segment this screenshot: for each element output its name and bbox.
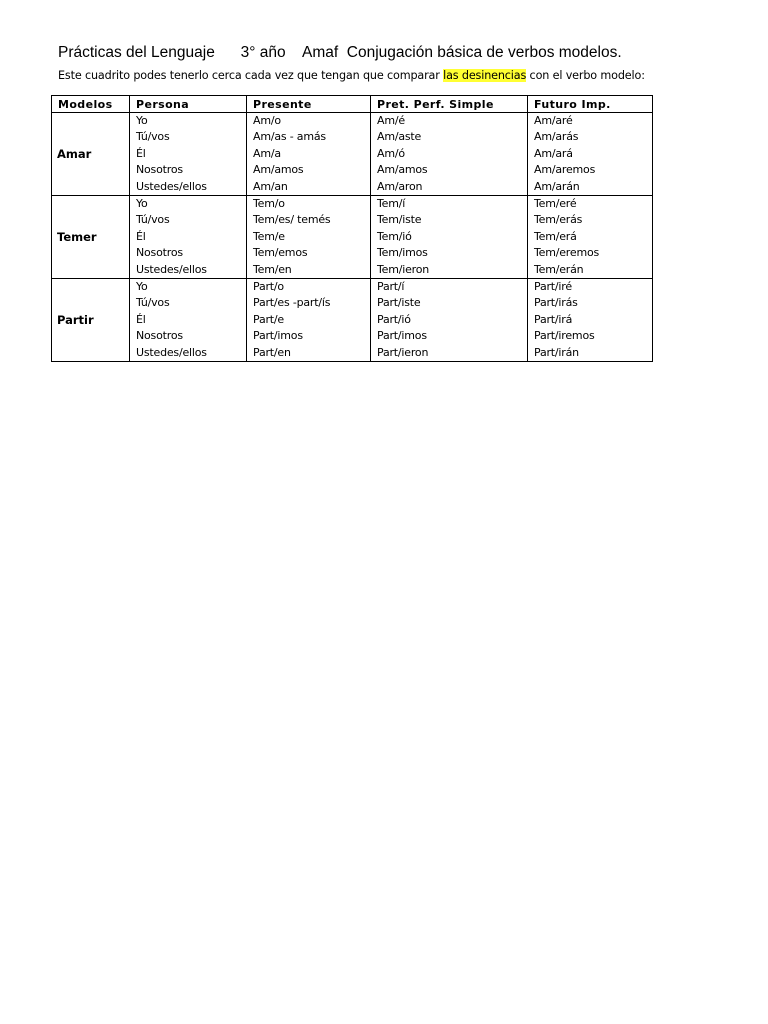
- table-row: [52, 196, 653, 213]
- futuro-imp-cell: Part/iré: [528, 279, 653, 296]
- persona-cell: Ustedes/ellos: [130, 179, 247, 196]
- header-pret-perf-simple: Pret. Perf. Simple: [371, 96, 528, 113]
- futuro-imp-cell: Part/irás: [528, 295, 653, 311]
- pret-perf-simple-cell: Am/ó: [371, 146, 528, 162]
- pret-perf-simple-cell: Part/ió: [371, 312, 528, 328]
- futuro-imp-cell: Tem/erá: [528, 229, 653, 245]
- futuro-imp-cell: Tem/erás: [528, 212, 653, 228]
- intro-text-end: con el verbo modelo:: [526, 69, 645, 82]
- futuro-imp-cell: Am/aré: [528, 113, 653, 130]
- presente-cell: Part/es -part/ís: [247, 295, 371, 311]
- persona-cell: Él: [130, 229, 247, 245]
- table-row: [52, 129, 653, 145]
- table-row: [52, 146, 653, 162]
- highlighted-phrase: las desinencias: [443, 69, 527, 82]
- futuro-imp-cell: Am/arán: [528, 179, 653, 196]
- verb-group-partir: [52, 279, 653, 362]
- table-row: [52, 245, 653, 261]
- verb-group-amar: [52, 113, 653, 196]
- presente-cell: Am/as - amás: [247, 129, 371, 145]
- pret-perf-simple-cell: Am/aron: [371, 179, 528, 196]
- presente-cell: Am/a: [247, 146, 371, 162]
- presente-cell: Tem/e: [247, 229, 371, 245]
- pret-perf-simple-cell: Tem/í: [371, 196, 528, 213]
- futuro-imp-cell: Tem/erán: [528, 262, 653, 279]
- intro-text-start: Este cuadrito podes tenerlo cerca cada vez que tengan que comparar: [58, 69, 444, 82]
- persona-cell: Él: [130, 146, 247, 162]
- table-row: [52, 229, 653, 245]
- presente-cell: Am/an: [247, 179, 371, 196]
- presente-cell: Am/o: [247, 113, 371, 130]
- header-modelos: Modelos: [52, 96, 130, 113]
- presente-cell: Tem/emos: [247, 245, 371, 261]
- futuro-imp-cell: Part/iremos: [528, 328, 653, 344]
- model-verb-cell: Temer: [52, 196, 130, 279]
- persona-cell: Ustedes/ellos: [130, 262, 247, 279]
- presente-cell: Tem/es/ temés: [247, 212, 371, 228]
- pret-perf-simple-cell: Part/í: [371, 279, 528, 296]
- document-title: Prácticas del Lenguaje 3° año Amaf Conjugación básica de verbos modelos.: [58, 44, 622, 61]
- futuro-imp-cell: Am/ará: [528, 146, 653, 162]
- pret-perf-simple-cell: Part/imos: [371, 328, 528, 344]
- pret-perf-simple-cell: Am/aste: [371, 129, 528, 145]
- model-verb-cell: Amar: [52, 113, 130, 196]
- table-row: [52, 113, 653, 130]
- header-row: [52, 96, 653, 113]
- presente-cell: Part/e: [247, 312, 371, 328]
- table-row: [52, 162, 653, 178]
- table-header: [52, 96, 653, 113]
- table-row: [52, 345, 653, 362]
- futuro-imp-cell: Part/irán: [528, 345, 653, 362]
- futuro-imp-cell: Tem/eré: [528, 196, 653, 213]
- persona-cell: Yo: [130, 196, 247, 213]
- header-presente: Presente: [247, 96, 371, 113]
- presente-cell: Part/en: [247, 345, 371, 362]
- pret-perf-simple-cell: Am/é: [371, 113, 528, 130]
- header-futuro-imp: Futuro Imp.: [528, 96, 653, 113]
- persona-cell: Ustedes/ellos: [130, 345, 247, 362]
- conjugation-table: [51, 95, 653, 362]
- persona-cell: Tú/vos: [130, 129, 247, 145]
- futuro-imp-cell: Am/arás: [528, 129, 653, 145]
- persona-cell: Yo: [130, 113, 247, 130]
- table-row: [52, 262, 653, 279]
- persona-cell: Nosotros: [130, 162, 247, 178]
- presente-cell: Tem/en: [247, 262, 371, 279]
- header-persona: Persona: [130, 96, 247, 113]
- futuro-imp-cell: Am/aremos: [528, 162, 653, 178]
- pret-perf-simple-cell: Tem/ieron: [371, 262, 528, 279]
- table-row: [52, 279, 653, 296]
- pret-perf-simple-cell: Part/iste: [371, 295, 528, 311]
- pret-perf-simple-cell: Am/amos: [371, 162, 528, 178]
- table-row: [52, 328, 653, 344]
- futuro-imp-cell: Part/irá: [528, 312, 653, 328]
- pret-perf-simple-cell: Tem/imos: [371, 245, 528, 261]
- persona-cell: Nosotros: [130, 328, 247, 344]
- table-row: [52, 312, 653, 328]
- intro-text: [58, 68, 645, 84]
- presente-cell: Part/imos: [247, 328, 371, 344]
- pret-perf-simple-cell: Tem/iste: [371, 212, 528, 228]
- table-row: [52, 295, 653, 311]
- presente-cell: Am/amos: [247, 162, 371, 178]
- persona-cell: Nosotros: [130, 245, 247, 261]
- persona-cell: Tú/vos: [130, 212, 247, 228]
- persona-cell: Él: [130, 312, 247, 328]
- persona-cell: Yo: [130, 279, 247, 296]
- model-verb-cell: Partir: [52, 279, 130, 362]
- futuro-imp-cell: Tem/eremos: [528, 245, 653, 261]
- presente-cell: Tem/o: [247, 196, 371, 213]
- persona-cell: Tú/vos: [130, 295, 247, 311]
- table-row: [52, 179, 653, 196]
- pret-perf-simple-cell: Part/ieron: [371, 345, 528, 362]
- pret-perf-simple-cell: Tem/ió: [371, 229, 528, 245]
- presente-cell: Part/o: [247, 279, 371, 296]
- verb-group-temer: [52, 196, 653, 279]
- table-row: [52, 212, 653, 228]
